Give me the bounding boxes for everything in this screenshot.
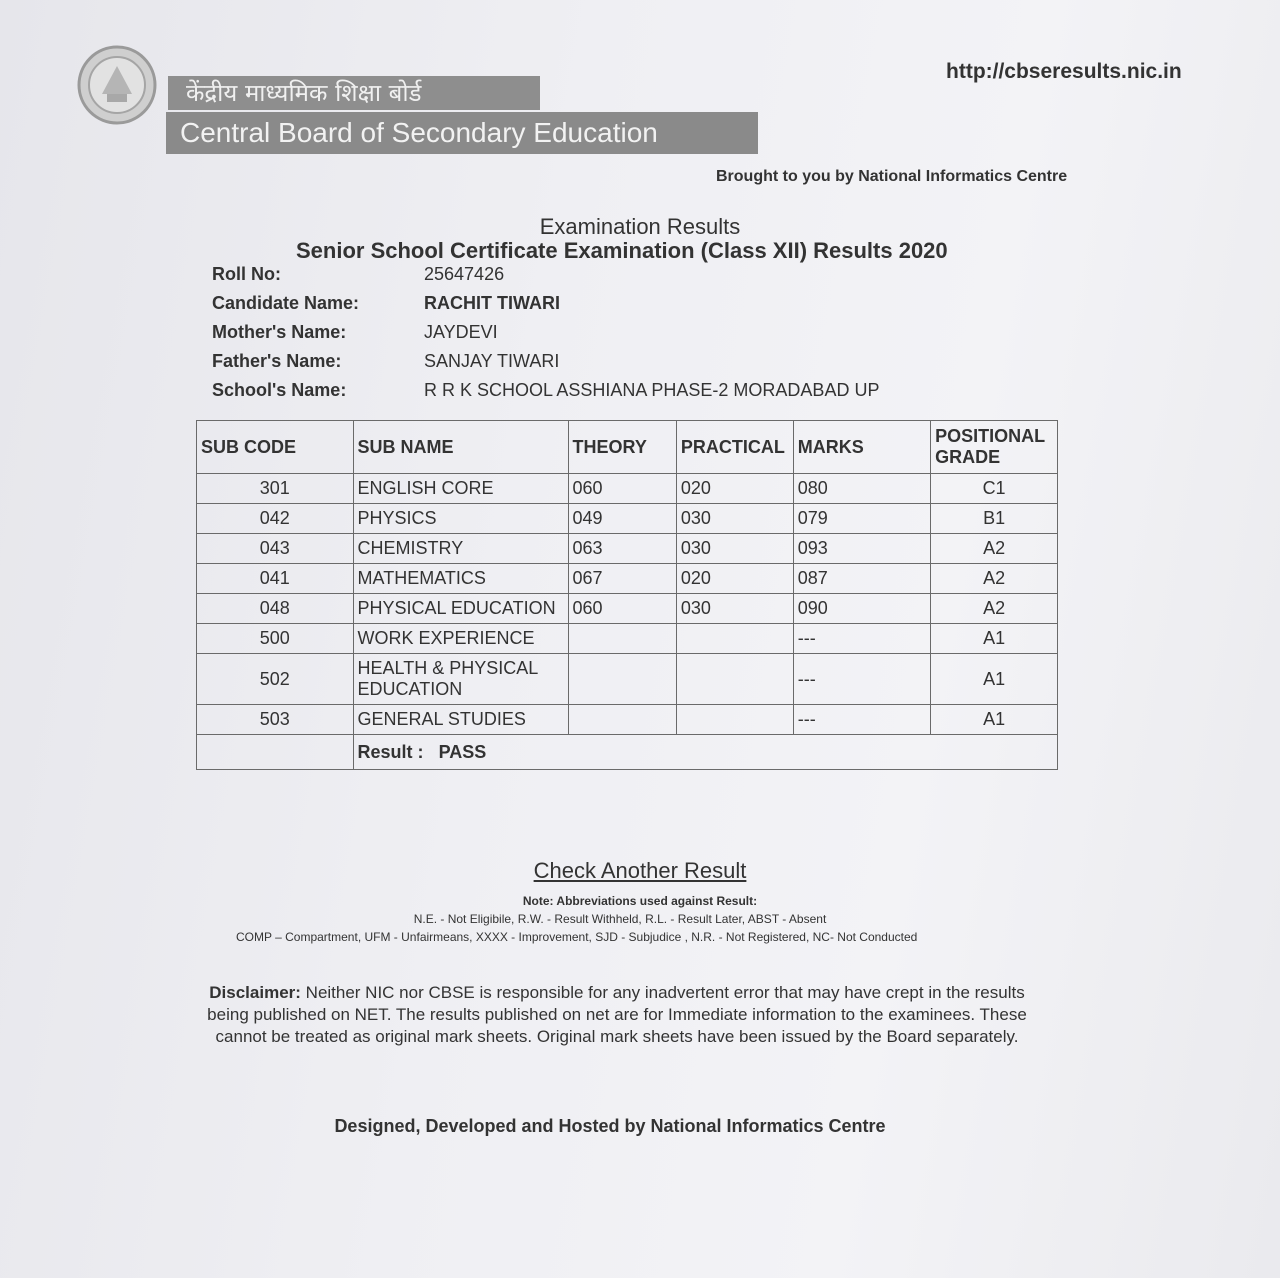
sub-code: 041 xyxy=(197,564,354,594)
total-marks: 087 xyxy=(793,564,930,594)
sub-name: MATHEMATICS xyxy=(353,564,568,594)
practical-marks xyxy=(676,624,793,654)
board-name-english: Central Board of Secondary Education xyxy=(166,112,758,154)
abbreviations-line-2: COMP – Compartment, UFM - Unfairmeans, XXXX - Improvement, SJD - Subjudice , N.R. - Not Registered, NC- Not Conducted xyxy=(236,930,918,944)
table-row xyxy=(197,534,1058,564)
table-row xyxy=(197,564,1058,594)
practical-marks: 030 xyxy=(676,534,793,564)
sub-code: 042 xyxy=(197,504,354,534)
father-name-label: Father's Name: xyxy=(212,351,342,371)
sub-name: PHYSICS xyxy=(353,504,568,534)
header-grade: POSITIONAL GRADE xyxy=(931,421,1058,474)
theory-marks xyxy=(568,654,676,705)
practical-marks: 020 xyxy=(676,474,793,504)
total-marks: 090 xyxy=(793,594,930,624)
sub-code: 043 xyxy=(197,534,354,564)
result-row xyxy=(197,735,1058,770)
check-another-result-link[interactable]: Check Another Result xyxy=(533,858,747,883)
table-header-row xyxy=(197,421,1058,474)
board-name-hindi: केंद्रीय माध्यमिक शिक्षा बोर्ड xyxy=(168,76,540,110)
theory-marks: 060 xyxy=(568,474,676,504)
sub-code: 301 xyxy=(197,474,354,504)
header-sub-code: SUB CODE xyxy=(197,421,354,474)
header-marks: MARKS xyxy=(793,421,930,474)
total-marks: 093 xyxy=(793,534,930,564)
practical-marks xyxy=(676,654,793,705)
cbse-emblem-icon xyxy=(76,44,158,126)
sub-name: ENGLISH CORE xyxy=(353,474,568,504)
sub-name: CHEMISTRY xyxy=(353,534,568,564)
result-cell xyxy=(353,735,1057,770)
total-marks: --- xyxy=(793,624,930,654)
practical-marks: 030 xyxy=(676,594,793,624)
exam-title: Senior School Certificate Examination (Class XII) Results 2020 xyxy=(296,238,948,263)
practical-marks: 020 xyxy=(676,564,793,594)
table-row xyxy=(197,474,1058,504)
positional-grade: A2 xyxy=(931,564,1058,594)
disclaimer xyxy=(194,982,1040,1048)
disclaimer-label: Disclaimer: xyxy=(209,983,301,1002)
abbreviations-note-title: Note: Abbreviations used against Result: xyxy=(522,894,758,908)
sub-name: GENERAL STUDIES xyxy=(353,705,568,735)
table-row xyxy=(197,594,1058,624)
theory-marks xyxy=(568,624,676,654)
sub-name: HEALTH & PHYSICAL EDUCATION xyxy=(353,654,568,705)
positional-grade: A1 xyxy=(931,624,1058,654)
result-label: Result : xyxy=(357,741,424,762)
header-theory: THEORY xyxy=(568,421,676,474)
sub-code: 503 xyxy=(197,705,354,735)
header-sub-name: SUB NAME xyxy=(353,421,568,474)
practical-marks: 030 xyxy=(676,504,793,534)
sub-name: PHYSICAL EDUCATION xyxy=(353,594,568,624)
candidate-name-label: Candidate Name: xyxy=(212,293,360,313)
abbreviations-line-1: N.E. - Not Eligibile, R.W. - Result Withheld, R.L. - Result Later, ABST - Absent xyxy=(413,912,827,926)
result-empty-cell xyxy=(197,735,354,770)
theory-marks: 049 xyxy=(568,504,676,534)
table-row xyxy=(197,705,1058,735)
sub-code: 048 xyxy=(197,594,354,624)
candidate-name-value: RACHIT TIWARI xyxy=(424,293,560,313)
theory-marks: 060 xyxy=(568,594,676,624)
theory-marks: 067 xyxy=(568,564,676,594)
school-name-label: School's Name: xyxy=(212,380,347,400)
results-url[interactable]: http://cbseresults.nic.in xyxy=(946,60,1182,83)
roll-no-value: 25647426 xyxy=(424,264,505,284)
theory-marks: 063 xyxy=(568,534,676,564)
total-marks: 079 xyxy=(793,504,930,534)
total-marks: 080 xyxy=(793,474,930,504)
total-marks: --- xyxy=(793,705,930,735)
positional-grade: A1 xyxy=(931,654,1058,705)
positional-grade: A2 xyxy=(931,594,1058,624)
positional-grade: A2 xyxy=(931,534,1058,564)
theory-marks xyxy=(568,705,676,735)
roll-no-label: Roll No: xyxy=(212,264,281,284)
positional-grade: B1 xyxy=(931,504,1058,534)
sub-code: 502 xyxy=(197,654,354,705)
sub-code: 500 xyxy=(197,624,354,654)
school-name-value: R R K SCHOOL ASSHIANA PHASE-2 MORADABAD UP xyxy=(424,380,880,400)
positional-grade: C1 xyxy=(931,474,1058,504)
total-marks: --- xyxy=(793,654,930,705)
disclaimer-text: Neither NIC nor CBSE is responsible for any inadvertent error that may have crept in the results being published on NET. The results published on net are for Immediate information to the examinees. These cannot be treated as original mark sheets. Original mark sheets have been issued by the Board separately. xyxy=(207,983,1027,1046)
father-name-value: SANJAY TIWARI xyxy=(424,351,560,371)
positional-grade: A1 xyxy=(931,705,1058,735)
footer-credit: Designed, Developed and Hosted by National Informatics Centre xyxy=(334,1116,886,1136)
brought-by-text: Brought to you by National Informatics Centre xyxy=(716,168,1068,185)
marks-table xyxy=(196,420,1058,770)
table-row xyxy=(197,504,1058,534)
table-row xyxy=(197,654,1058,705)
page-title: Examination Results xyxy=(539,214,741,239)
mother-name-label: Mother's Name: xyxy=(212,322,347,342)
table-row xyxy=(197,624,1058,654)
sub-name: WORK EXPERIENCE xyxy=(353,624,568,654)
result-value: PASS xyxy=(438,741,487,762)
practical-marks xyxy=(676,705,793,735)
header-practical: PRACTICAL xyxy=(676,421,793,474)
mother-name-value: JAYDEVI xyxy=(424,322,498,342)
